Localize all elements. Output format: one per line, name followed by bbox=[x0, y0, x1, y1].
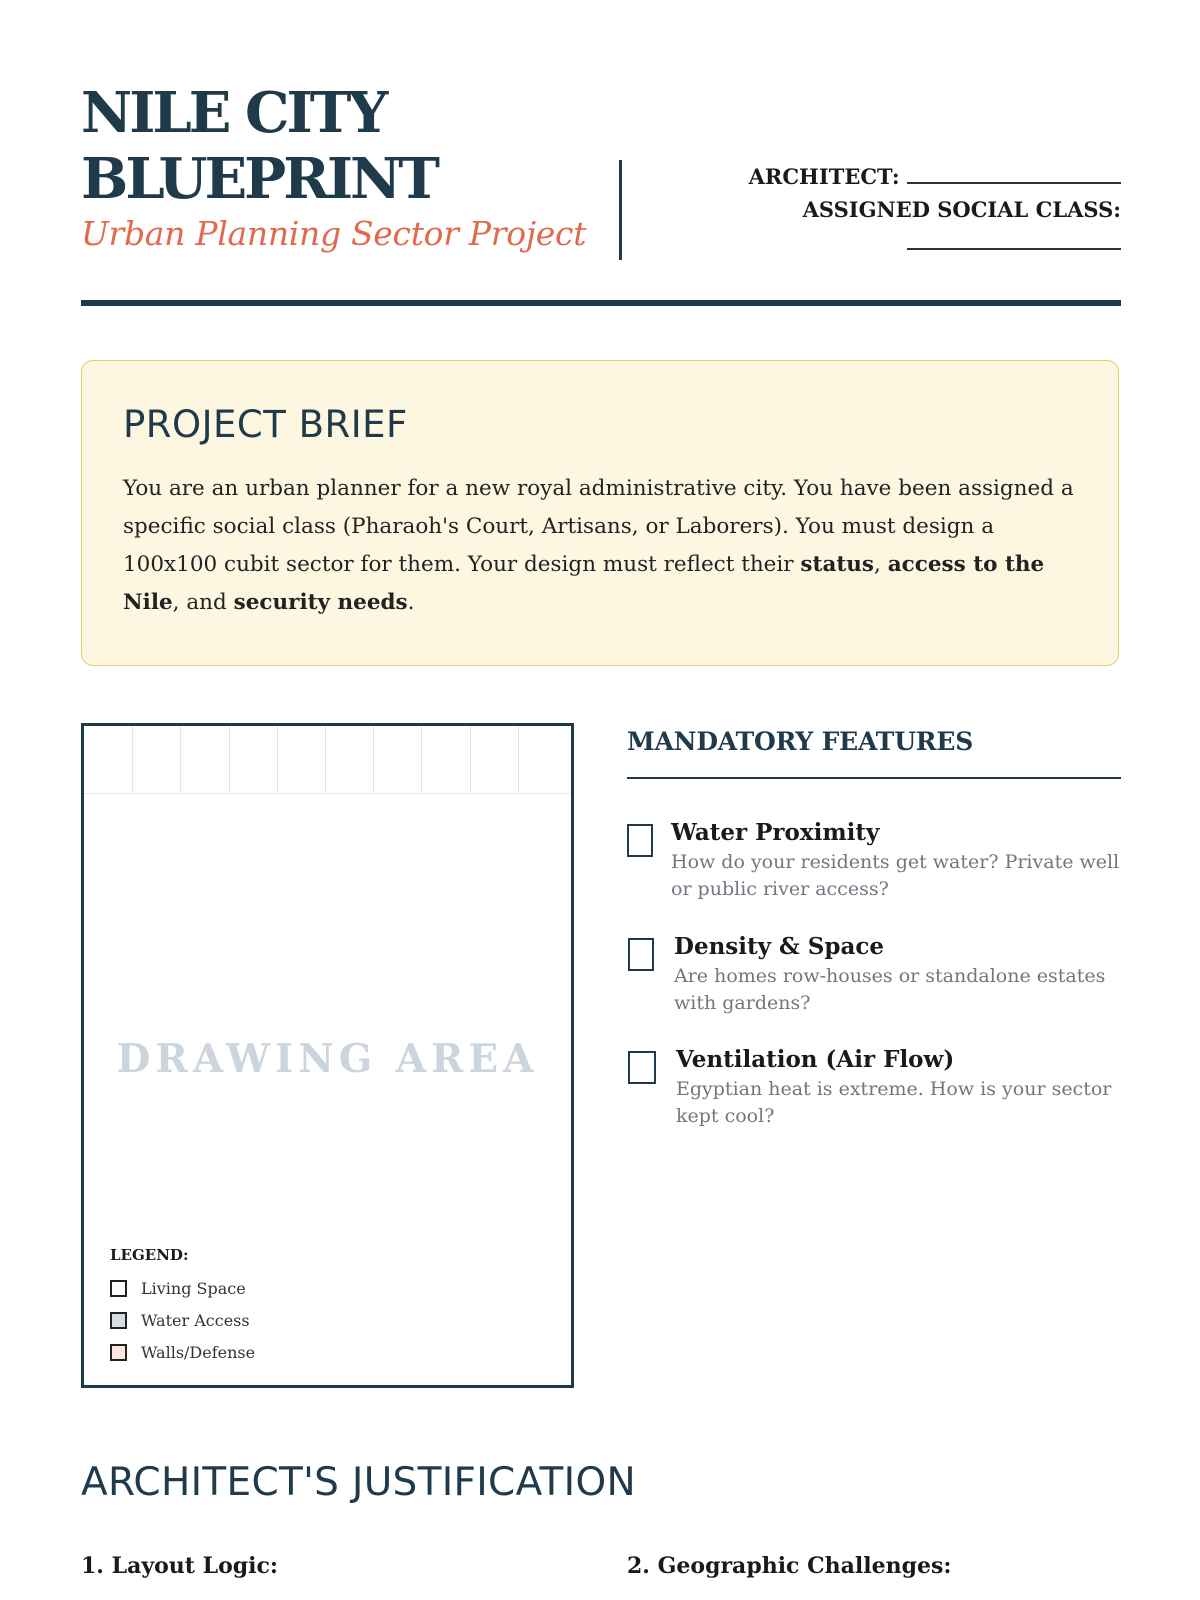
grid-line bbox=[470, 726, 471, 793]
brief-emphasis-security: security needs bbox=[233, 590, 408, 615]
feature-checkbox[interactable] bbox=[628, 1051, 656, 1084]
grid-line bbox=[325, 726, 326, 793]
social-class-field[interactable] bbox=[907, 226, 1121, 250]
architect-name-field[interactable] bbox=[907, 160, 1121, 184]
brief-text-part: , bbox=[874, 552, 888, 577]
legend-item-living-space bbox=[110, 1272, 255, 1304]
question-geographic-challenges: 2. Geographic Challenges: bbox=[627, 1553, 952, 1579]
feature-desc: How do your residents get water? Private well or public river access? bbox=[671, 851, 1120, 900]
legend-label: Living Space bbox=[141, 1278, 246, 1298]
architect-label: ARCHITECT: bbox=[748, 164, 900, 189]
brief-text bbox=[123, 470, 1078, 622]
worksheet-page bbox=[81, 0, 1121, 1600]
grid-line bbox=[421, 726, 422, 793]
feature-checkbox[interactable] bbox=[627, 824, 653, 857]
feature-desc: Are homes row-houses or standalone estates with gardens? bbox=[674, 965, 1106, 1014]
grid-line bbox=[277, 726, 278, 793]
social-class-row bbox=[701, 193, 1121, 226]
legend-swatch-water bbox=[110, 1312, 127, 1329]
social-class-label: ASSIGNED SOCIAL CLASS: bbox=[802, 197, 1121, 222]
grid-line bbox=[180, 726, 181, 793]
grid-line bbox=[132, 726, 133, 793]
brief-text-part: , and bbox=[172, 590, 234, 615]
feature-checkbox[interactable] bbox=[628, 938, 654, 971]
feature-title: Density & Space bbox=[674, 933, 884, 960]
justification-heading: ARCHITECT'S JUSTIFICATION bbox=[81, 1460, 636, 1505]
brief-emphasis-nile: access to the Nile bbox=[123, 552, 1045, 615]
legend-item-water-access bbox=[110, 1304, 255, 1336]
feature-text bbox=[674, 933, 1124, 1017]
brief-emphasis-status: status bbox=[800, 552, 875, 577]
architect-row bbox=[701, 160, 1121, 193]
legend-item-walls-defense bbox=[110, 1336, 255, 1368]
grid-line bbox=[518, 726, 519, 793]
student-info bbox=[701, 160, 1121, 259]
drawing-area[interactable] bbox=[81, 723, 574, 1388]
drawing-grid bbox=[84, 726, 571, 794]
header bbox=[81, 80, 1121, 310]
social-class-blank-row bbox=[701, 226, 1121, 259]
question-layout-logic: 1. Layout Logic: bbox=[81, 1553, 279, 1579]
title-line-2: BLUEPRINT bbox=[81, 146, 437, 212]
drawing-area-label: DRAWING AREA bbox=[116, 1036, 539, 1082]
brief-text-part: . bbox=[407, 590, 415, 615]
features-heading: MANDATORY FEATURES bbox=[627, 723, 1121, 779]
feature-title: Ventilation (Air Flow) bbox=[676, 1046, 955, 1073]
feature-text bbox=[671, 819, 1121, 903]
mandatory-features bbox=[627, 723, 1121, 1127]
legend-label: Water Access bbox=[141, 1310, 250, 1330]
brief-heading: PROJECT BRIEF bbox=[123, 403, 408, 446]
architects-justification bbox=[81, 1460, 1121, 1579]
title-line-1: NILE CITY bbox=[81, 80, 386, 146]
header-divider bbox=[619, 160, 622, 260]
header-rule bbox=[81, 300, 1121, 306]
grid-line bbox=[373, 726, 374, 793]
grid-line bbox=[229, 726, 230, 793]
legend-swatch-living bbox=[110, 1280, 127, 1297]
legend-swatch-walls bbox=[110, 1344, 127, 1361]
legend-label: Walls/Defense bbox=[141, 1342, 256, 1362]
brief-text-part: You are an urban planner for a new royal administrative city. You have been assigned a specific social class (Pharaoh's Court, Artisans, or Laborers). You must design a 100x100 cubit sector for them. Your design must reflect their bbox=[123, 476, 1074, 577]
page-title bbox=[81, 80, 641, 212]
page-subtitle: Urban Planning Sector Project bbox=[81, 214, 587, 253]
feature-title: Water Proximity bbox=[671, 819, 880, 846]
project-brief bbox=[81, 360, 1119, 666]
legend bbox=[110, 1246, 255, 1368]
legend-title: LEGEND: bbox=[110, 1246, 189, 1264]
feature-desc: Egyptian heat is extreme. How is your sector kept cool? bbox=[676, 1078, 1112, 1127]
feature-text bbox=[676, 1046, 1126, 1130]
